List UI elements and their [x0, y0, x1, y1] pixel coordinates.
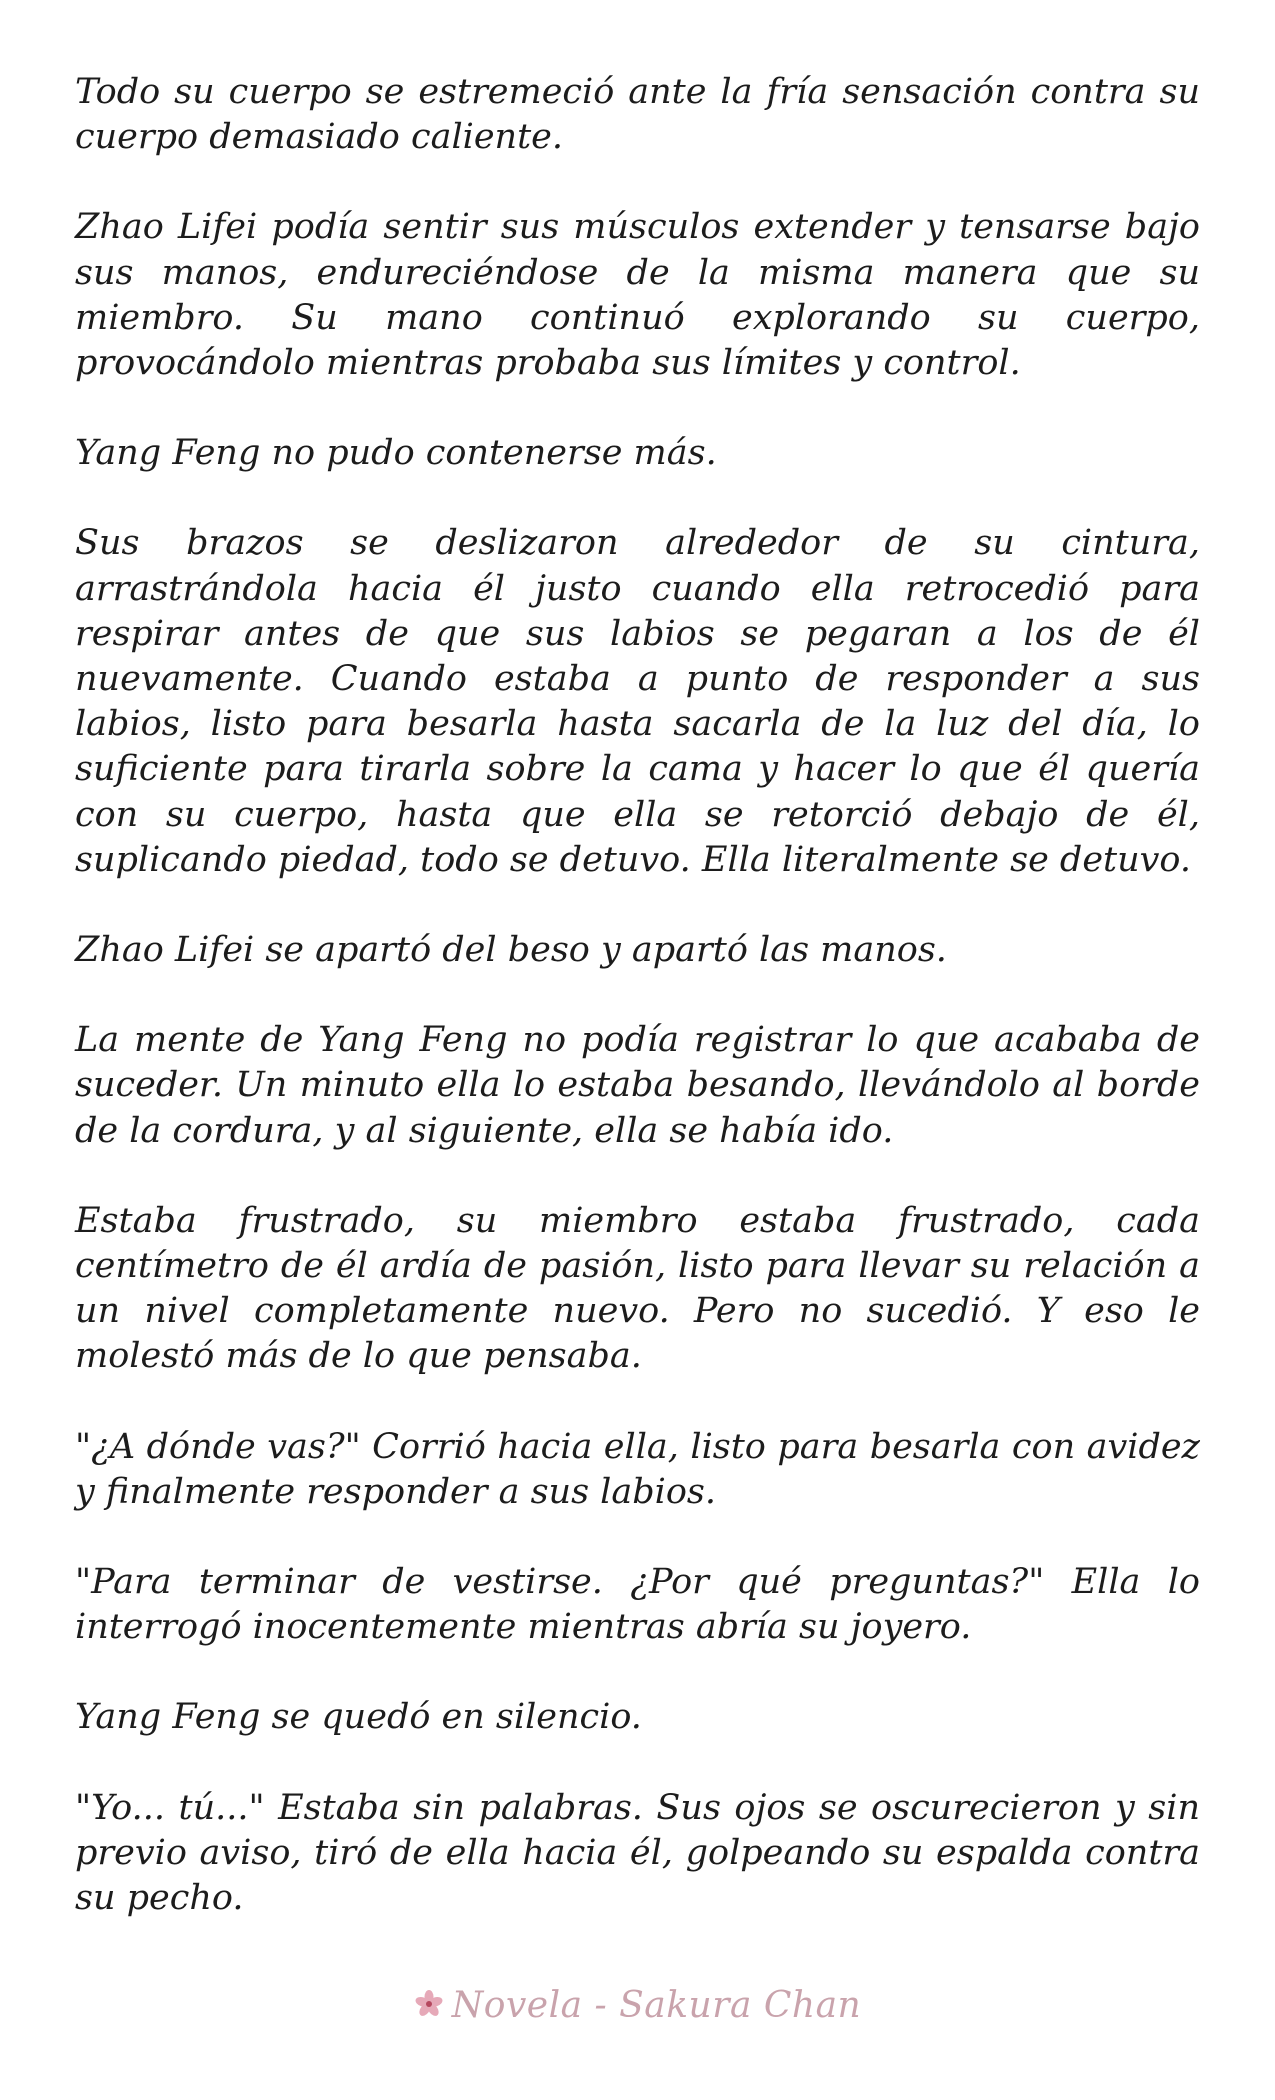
paragraph-4: Sus brazos se deslizaron alrededor de su cintura, arrastrándola hacia él justo cuando ella retrocedió para respirar antes de que sus labios se pegaran a los de él nuevamente. Cuando estaba a punto de responder a sus labios, listo para besarla hasta sacarla de la luz del día, lo suficiente para tirarla sobre la cama y hacer lo que él quería con su cuerpo, hasta que ella se retorció debajo de él, suplicando piedad, todo se detuvo. Ella literalmente se detuvo.	[75, 523, 1200, 880]
paragraph-7: Estaba frustrado, su miembro estaba frustrado, cada centímetro de él ardía de pasión, listo para llevar su relación a un nivel completamente nuevo. Pero no sucedió. Y eso le molestó más de lo que pensaba.	[75, 1200, 1200, 1377]
paragraph-1: Todo su cuerpo se estremeció ante la fría sensación contra su cuerpo demasiado caliente.	[75, 72, 1200, 158]
paragraph-3: Yang Feng no pudo contenerse más.	[75, 433, 717, 474]
paragraph-11: "Yo... tú..." Estaba sin palabras. Sus ojos se oscurecieron y sin previo aviso, tiró de ella hacia él, golpeando su espalda contra su pecho.	[75, 1787, 1200, 1919]
paragraph-10: Yang Feng se quedó en silencio.	[75, 1697, 642, 1738]
paragraph-5: Zhao Lifei se apartó del beso y apartó las manos.	[75, 930, 947, 971]
watermark	[0, 1985, 1275, 2026]
paragraph-6: La mente de Yang Feng no podía registrar lo que acababa de suceder. Un minuto ella lo estaba besando, llevándolo al borde de la cordura, y al siguiente, ella se había ido.	[75, 1020, 1200, 1151]
paragraph-8: "¿A dónde vas?" Corrió hacia ella, listo para besarla con avidez y finalmente responder a sus labios.	[75, 1426, 1200, 1512]
sakura-flower-icon	[414, 1987, 444, 2017]
watermark-text: Novela - Sakura Chan	[451, 1985, 862, 2026]
paragraph-2: Zhao Lifei podía sentir sus músculos extender y tensarse bajo sus manos, endureciéndose de la misma manera que su miembro. Su mano continuó explorando su cuerpo, provocándolo mientras probaba sus límites y control.	[75, 207, 1200, 384]
text-body	[75, 70, 1200, 1966]
paragraph-9: "Para terminar de vestirse. ¿Por qué preguntas?" Ella lo interrogó inocentemente mientras abría su joyero.	[75, 1562, 1200, 1648]
